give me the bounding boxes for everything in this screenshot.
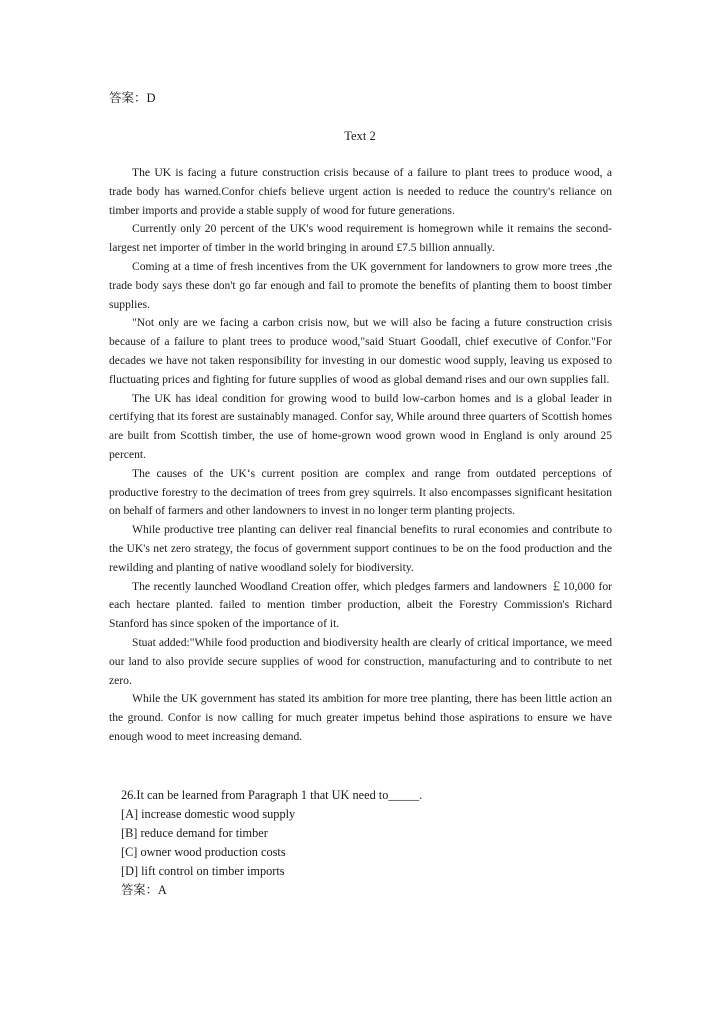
passage-title: Text 2: [344, 129, 376, 143]
question-answer: 答案：A: [121, 883, 167, 897]
paragraph-7: While productive tree planting can deliver real financial benefits to rural economies and contribute to the UK's net zero strategy, the focus of government support continues to be on the food production and the rewilding and planting of native woodland solely for biodiversity.: [109, 523, 612, 574]
question-block: [121, 786, 601, 900]
passage-body: [109, 164, 612, 747]
paragraph-8: The recently launched Woodland Creation offer, which pledges farmers and landowners ￡10,000 for each hectare planted. failed to mention timber production, albeit the Forestry Commission's Richard Stanford has since spoken of the importance of it.: [109, 579, 612, 631]
paragraph-9: Stuat added:"While food production and biodiversity health are clearly of critical importance, we meed our land to also provide secure supplies of wood for construction, manufacturing and to contribute to net zero.: [109, 635, 612, 687]
paragraph-6: The causes of the UK‘s current position are complex and range from outdated perceptions of productive forestry to the decimation of trees from grey squirrels. It also encompasses significant hesitation on behalf of farmers and other landowners to invest in no longer term planting projects.: [109, 466, 612, 518]
option-d: [D] lift control on timber imports: [121, 864, 285, 878]
option-a: [A] increase domestic wood supply: [121, 807, 296, 821]
option-b: [B] reduce demand for timber: [121, 826, 268, 840]
paragraph-1: The UK is facing a future construction crisis because of a failure to plant trees to produce wood, a trade body has warned.Confor chiefs believe urgent action is needed to reduce the country's reliance on timber imports and provide a stable supply of wood for future generations.: [109, 166, 612, 217]
paragraph-5: The UK has ideal condition for growing wood to build low-carbon homes and is a global leader in certifying that its forest are sustainably managed. Confor say, While around three quarters of Scottish homes are built from Scottish timber, the use of home-grown wood grown wood in England is only around 25 percent.: [109, 391, 612, 461]
paragraph-3: Coming at a time of fresh incentives from the UK government for landowners to grow more trees ,the trade body says these don't go far enough and fail to promote the benefits of planting them to boost timber supplies.: [109, 259, 612, 311]
paragraph-10: While the UK government has stated its ambition for more tree planting, there has been little action an the ground. Confor is now calling for much greater impetus behind those aspirations to ensure we have enough wood to meet increasing demand.: [109, 692, 612, 743]
question-stem: 26.It can be learned from Paragraph 1 that UK need to_____.: [121, 788, 423, 802]
paragraph-2: Currently only 20 percent of the UK's wood requirement is homegrown while it remains the second-largest net importer of timber in the world bringing in around £7.5 billion annually.: [109, 222, 612, 255]
paragraph-4: "Not only are we facing a carbon crisis now, but we will also be facing a future construction crisis because of a failure to plant trees to produce wood,"said Stuart Goodall, chief executive of Confor."For decades we have not taken responsibility for investing in our domestic wood supply, leaving us exposed to fluctuating prices and fighting for future supplies of wood as global demand rises and our own supplies fall.: [109, 316, 612, 386]
option-c: [C] owner wood production costs: [121, 845, 286, 859]
previous-answer: 答案：D: [109, 91, 156, 105]
